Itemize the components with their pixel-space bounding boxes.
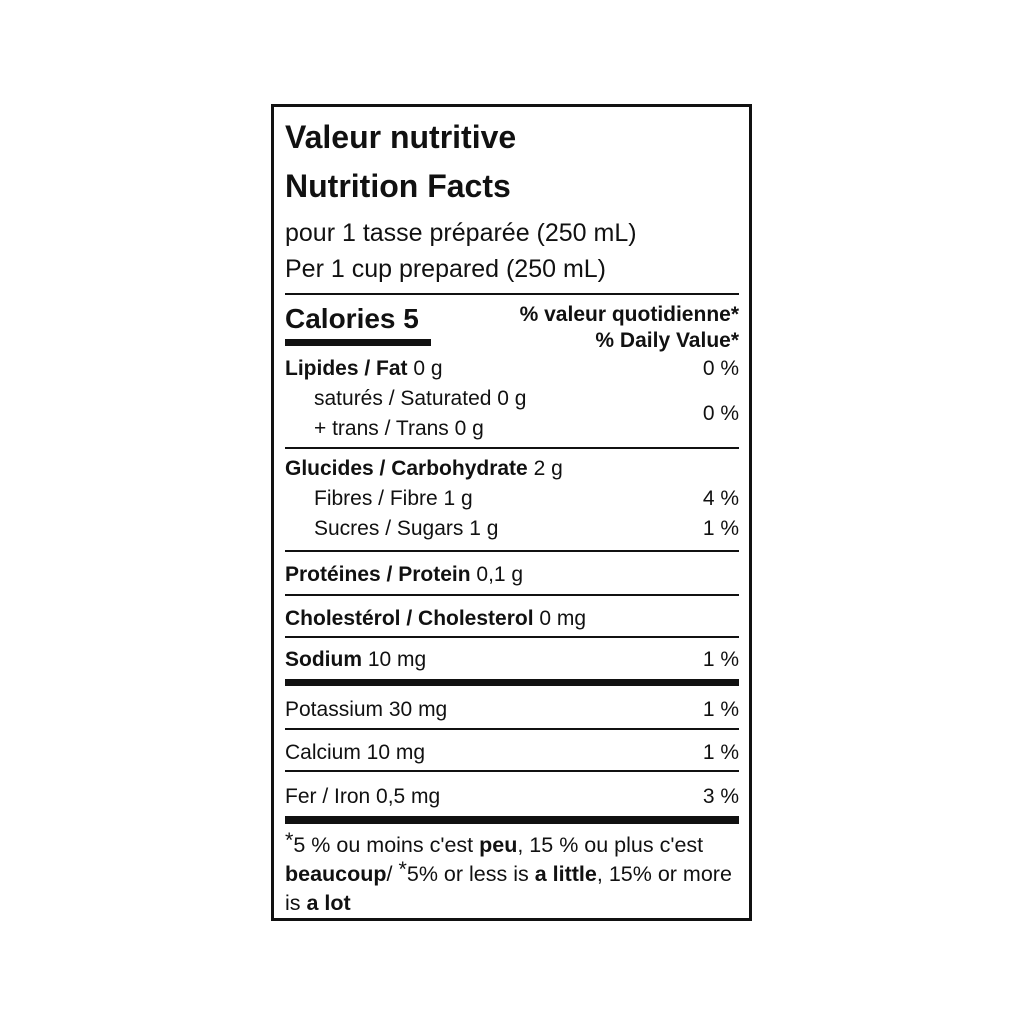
serving-size-fr: pour 1 tasse préparée (250 mL) <box>285 219 637 247</box>
calories-block <box>285 302 431 346</box>
nutrient-row-iron <box>285 782 739 812</box>
divider-protein <box>285 594 739 596</box>
daily-value-header-fr: % valeur quotidienne* <box>519 303 739 326</box>
calories-row <box>285 302 431 335</box>
nutrient-iron-label: Fer / Iron 0,5 mg <box>285 785 441 808</box>
nutrient-potassium-label: Potassium 30 mg <box>285 698 448 721</box>
nutrient-row-saturated-trans <box>285 384 739 444</box>
saturated-trans-lines <box>285 384 526 444</box>
saturated-trans-dv: 0 % <box>702 402 739 425</box>
nutrient-fat-amount: 0 g <box>413 357 443 380</box>
nutrient-saturated-label: saturés / Saturated 0 g <box>314 387 527 410</box>
nutrient-cholesterol-text <box>285 604 586 634</box>
daily-value-header-en: % Daily Value* <box>595 329 739 352</box>
label-title-fr: Valeur nutritive <box>285 119 517 155</box>
serving-size-en: Per 1 cup prepared (250 mL) <box>285 255 607 283</box>
nutrient-row-carbohydrate <box>285 454 739 484</box>
nutrient-carbohydrate-amount: 2 g <box>533 457 563 480</box>
calories-value: 5 <box>403 303 419 334</box>
serving-size-block <box>285 215 739 287</box>
divider-header <box>285 293 739 295</box>
nutrient-row-fibre <box>285 484 739 514</box>
footnote: *5 % ou moins c'est peu, 15 % ou plus c'est beaucoup/ *5% or less is a little, 15% or more is a lot <box>285 828 732 915</box>
calories-underline <box>285 339 431 346</box>
nutrient-row-cholesterol <box>285 604 739 634</box>
divider-cholesterol <box>285 636 739 638</box>
nutrient-cholesterol-label: Cholestérol / Cholesterol <box>285 607 534 630</box>
nutrient-fibre-dv: 4 % <box>702 487 739 510</box>
nutrient-sodium-label: Sodium <box>285 648 362 671</box>
nutrient-protein-amount: 0,1 g <box>476 563 524 586</box>
thick-bar-sodium <box>285 679 739 686</box>
nutrient-sodium-text <box>285 645 426 675</box>
thick-bar-footnote <box>285 816 739 824</box>
nutrient-fibre-label: Fibres / Fibre 1 g <box>314 487 473 510</box>
nutrient-calcium-dv: 1 % <box>702 741 739 764</box>
nutrient-potassium-dv: 1 % <box>702 698 739 721</box>
calories-section <box>285 302 739 354</box>
nutrient-row-protein <box>285 560 739 590</box>
nutrient-trans-label: + trans / Trans 0 g <box>314 417 484 440</box>
nutrient-carbohydrate-label: Glucides / Carbohydrate <box>285 457 528 480</box>
nutrition-facts-label <box>271 104 752 921</box>
nutrient-row-potassium <box>285 695 739 725</box>
divider-fat <box>285 447 739 449</box>
nutrient-sodium-dv: 1 % <box>702 648 739 671</box>
nutrient-sodium-amount: 10 mg <box>367 648 427 671</box>
nutrient-iron-dv: 3 % <box>702 785 739 808</box>
calories-label: Calories <box>285 303 396 334</box>
divider-potassium <box>285 728 739 730</box>
nutrient-row-sugars <box>285 514 739 544</box>
nutrient-row-fat <box>285 354 739 384</box>
nutrient-cholesterol-amount: 0 mg <box>539 607 587 630</box>
nutrient-protein-text <box>285 560 523 590</box>
nutrient-fat-dv: 0 % <box>702 357 739 380</box>
nutrient-fat-label: Lipides / Fat <box>285 357 408 380</box>
nutrient-sugars-dv: 1 % <box>702 517 739 540</box>
nutrient-carbohydrate-text <box>285 454 563 484</box>
nutrient-fat-text <box>285 354 443 384</box>
nutrient-protein-label: Protéines / Protein <box>285 563 471 586</box>
nutrient-row-sodium <box>285 645 739 675</box>
divider-carbohydrate <box>285 550 739 552</box>
label-title-en: Nutrition Facts <box>285 168 511 204</box>
nutrient-sugars-label: Sucres / Sugars 1 g <box>314 517 499 540</box>
nutrient-row-calcium <box>285 738 739 768</box>
nutrient-calcium-label: Calcium 10 mg <box>285 741 426 764</box>
divider-calcium <box>285 770 739 772</box>
daily-value-header <box>520 302 739 354</box>
